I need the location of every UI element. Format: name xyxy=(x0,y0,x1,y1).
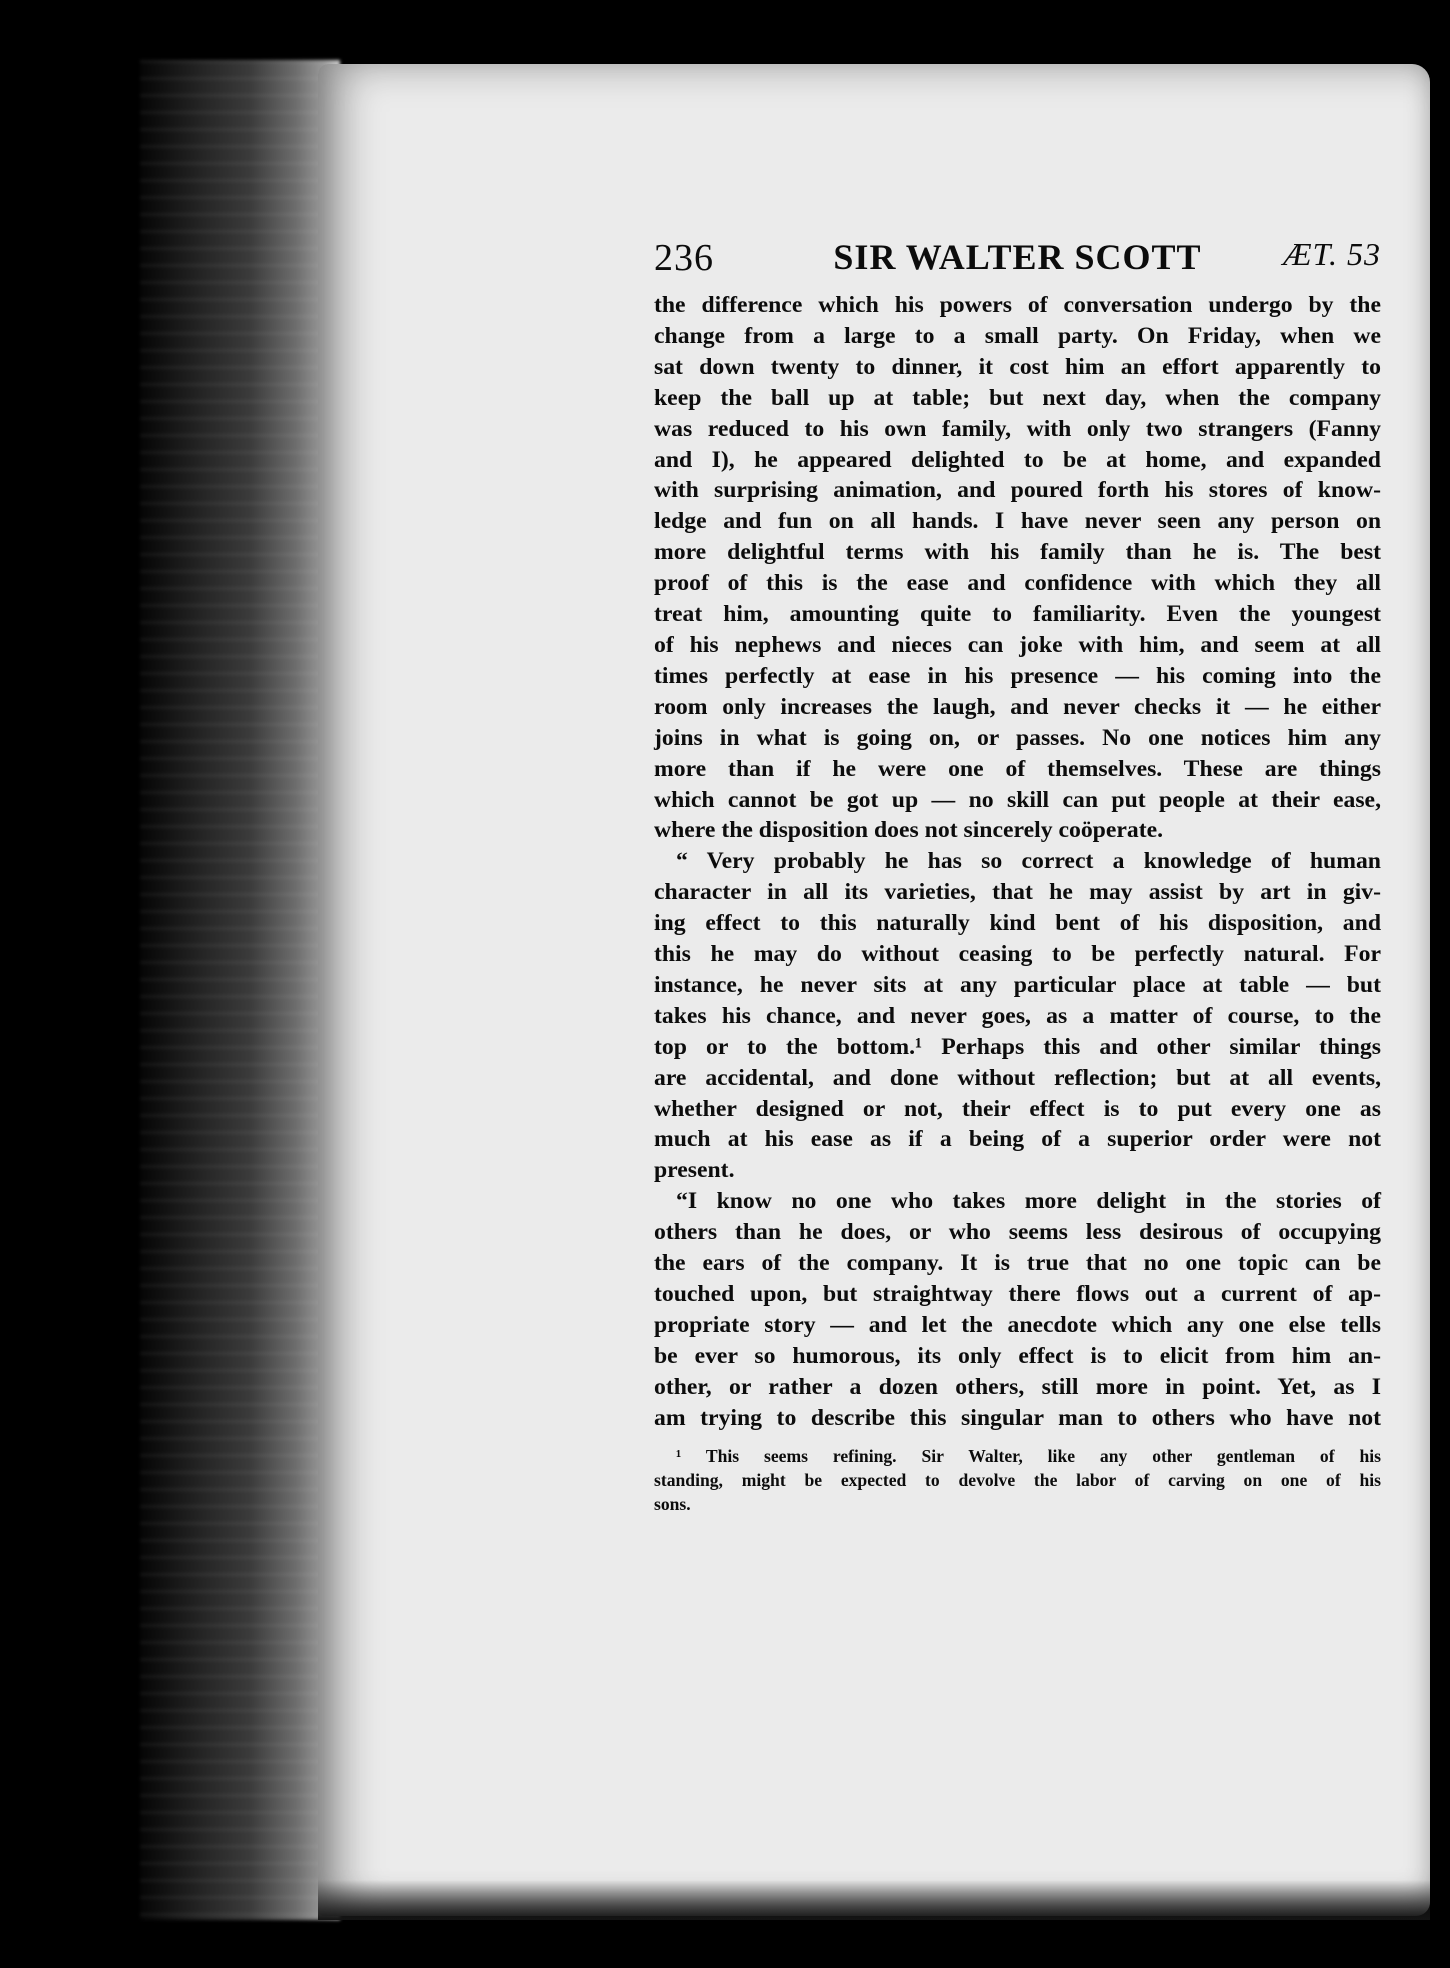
page-text-block xyxy=(654,236,1381,1516)
text-line: top or to the bottom.¹ Perhaps this and other similar things xyxy=(654,1033,1381,1060)
text-line: takes his chance, and never goes, as a matter of course, to the xyxy=(654,1002,1381,1029)
book-spine-shadow xyxy=(140,60,340,1920)
text-line: where the disposition does not sincerely coöperate. xyxy=(654,817,1164,844)
text-line: change from a large to a small party. On Friday, when we xyxy=(654,322,1381,349)
footnote-line: sons. xyxy=(654,1493,691,1514)
text-line: room only increases the laugh, and never checks it — he either xyxy=(654,693,1381,720)
text-line: ledge and fun on all hands. I have never seen any person on xyxy=(654,508,1381,535)
author-age-marker: ÆT. 53 xyxy=(1283,236,1381,272)
text-line: the difference which his powers of conversation undergo by the xyxy=(654,292,1381,318)
text-line: much at his ease as if a being of a superior order were not xyxy=(654,1126,1381,1153)
text-line: and I), he appeared delighted to be at home, and expanded xyxy=(654,446,1381,473)
text-line: am trying to describe this singular man to others who have not xyxy=(654,1404,1381,1431)
text-line: instance, he never sits at any particular place at table — but xyxy=(654,971,1381,998)
text-line: propriate story — and let the anecdote which any one else tells xyxy=(654,1311,1381,1338)
text-line: with surprising animation, and poured forth his stores of know- xyxy=(654,477,1381,504)
text-line: times perfectly at ease in his presence — his coming into the xyxy=(654,662,1381,689)
text-line: proof of this is the ease and confidence with which they all xyxy=(654,570,1381,597)
paragraph-1 xyxy=(654,290,1381,846)
paragraph-3 xyxy=(654,1186,1381,1433)
text-line: ing effect to this naturally kind bent of his disposition, and xyxy=(654,910,1381,937)
body-text xyxy=(654,290,1381,1434)
paragraph-2 xyxy=(654,846,1381,1186)
text-line: whether designed or not, their effect is to put every one as xyxy=(654,1095,1381,1122)
text-line: “ Very probably he has so correct a knowledge of human xyxy=(676,848,1381,875)
text-line: joins in what is going on, or passes. No one notices him any xyxy=(654,724,1381,751)
text-line: this he may do without ceasing to be perfectly natural. For xyxy=(654,941,1381,968)
text-line: present. xyxy=(654,1157,735,1184)
text-line: are accidental, and done without reflection; but at all events, xyxy=(654,1064,1381,1091)
footnote-line: standing, might be expected to devolve the labor of carving on one of his xyxy=(654,1469,1381,1490)
text-line: other, or rather a dozen others, still more in point. Yet, as I xyxy=(654,1373,1381,1400)
text-line: character in all its varieties, that he may assist by art in giv- xyxy=(654,879,1381,906)
text-line: was reduced to his own family, with only two strangers (Fanny xyxy=(654,415,1381,442)
text-line: keep the ball up at table; but next day, when the company xyxy=(654,384,1381,411)
footnote xyxy=(654,1444,1381,1516)
book-title: SIR WALTER SCOTT xyxy=(833,237,1202,277)
text-line: “I know no one who takes more delight in the stories of xyxy=(676,1188,1381,1215)
text-line: of his nephews and nieces can joke with him, and seem at all xyxy=(654,631,1381,658)
text-line: which cannot be got up — no skill can put people at their ease, xyxy=(654,786,1381,813)
text-line: the ears of the company. It is true that no one topic can be xyxy=(654,1250,1381,1277)
text-line: be ever so humorous, its only effect is to elicit from him an- xyxy=(654,1342,1381,1369)
text-line: more delightful terms with his family than he is. The best xyxy=(654,539,1381,566)
page-number: 236 xyxy=(654,237,714,279)
text-line: others than he does, or who seems less desirous of occupying xyxy=(654,1219,1381,1246)
page-bottom-shadow xyxy=(318,1880,1430,1920)
text-line: touched upon, but straightway there flows out a current of ap- xyxy=(654,1281,1381,1307)
text-line: sat down twenty to dinner, it cost him an effort apparently to xyxy=(654,353,1381,380)
text-line: treat him, amounting quite to familiarity. Even the youngest xyxy=(654,601,1381,628)
text-line: more than if he were one of themselves. These are things xyxy=(654,755,1381,782)
footnote-line: ¹ This seems refining. Sir Walter, like any other gentleman of his xyxy=(676,1445,1381,1466)
running-head xyxy=(654,236,1381,290)
